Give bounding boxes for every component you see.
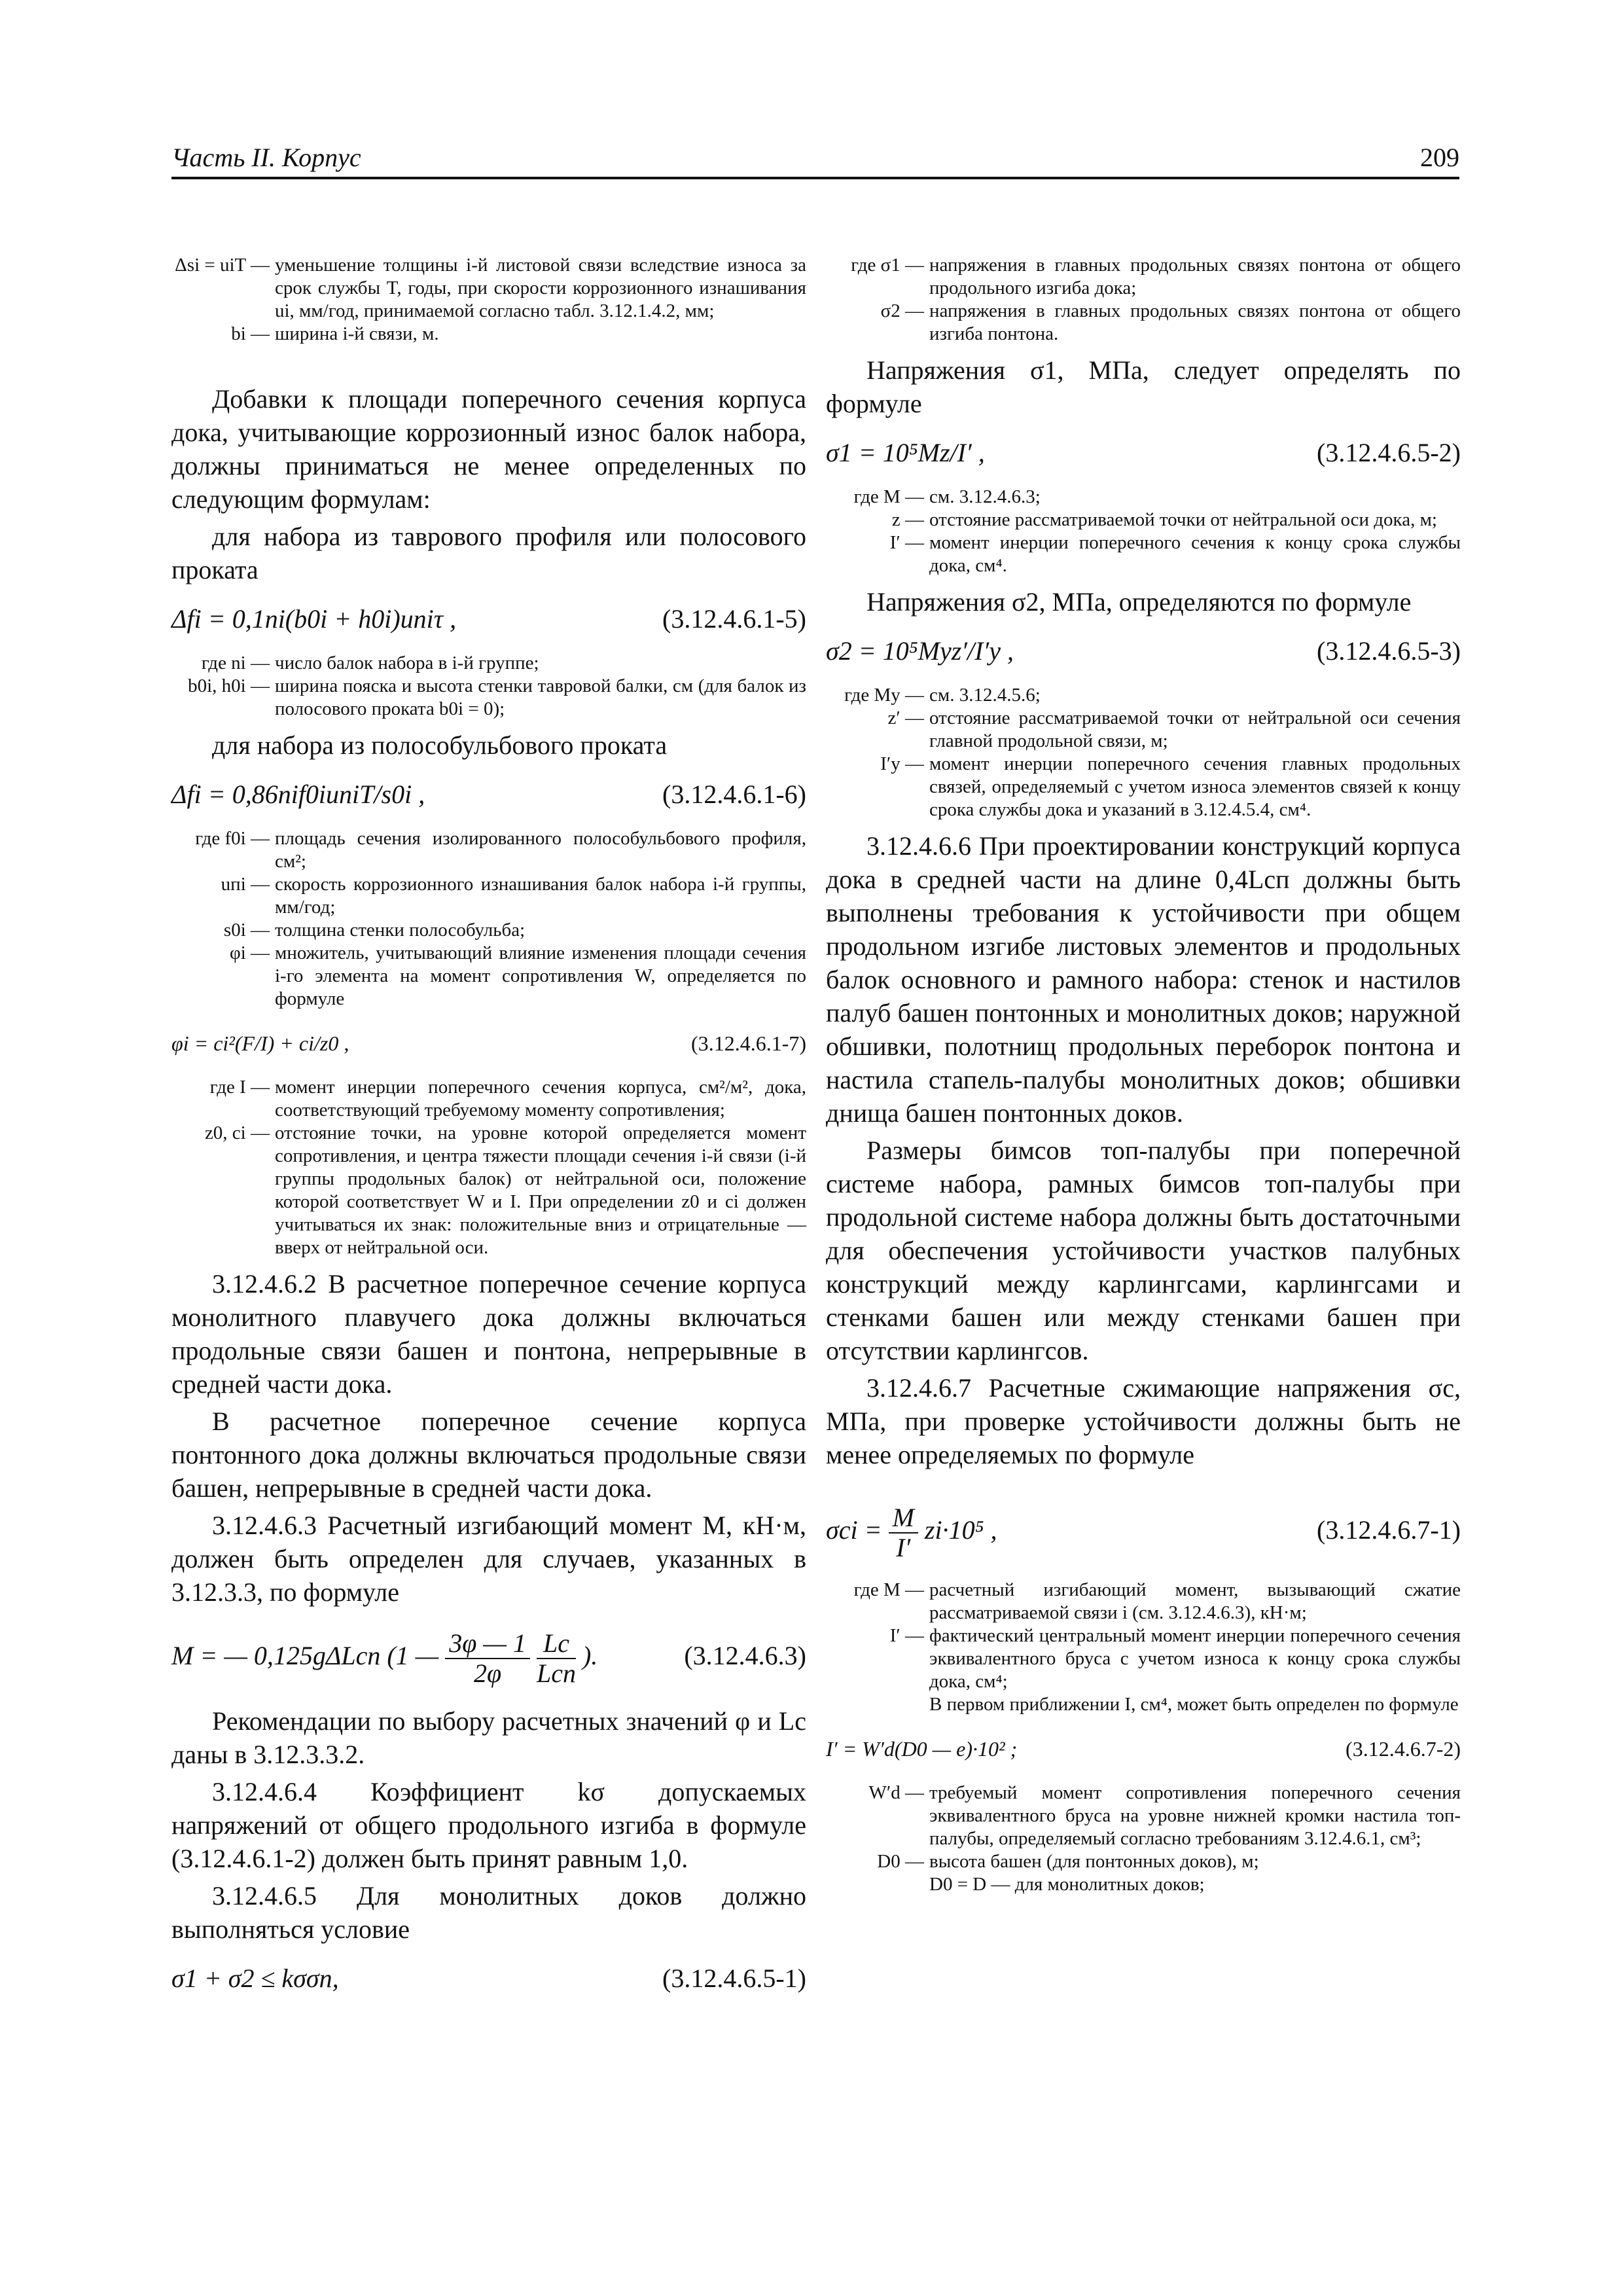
- formula-number: (3.12.4.6.5-1): [662, 1964, 806, 1993]
- where-symbol: где σ1 —: [851, 255, 924, 276]
- where-symbol: I′ —: [889, 1625, 924, 1646]
- where-symbol: где I —: [209, 1077, 270, 1098]
- formula-expression: Δfi = 0,1ni(b0i + h0i)uпiτ ,: [171, 604, 457, 634]
- where-item: [826, 509, 1461, 531]
- where-item: [171, 1122, 806, 1259]
- where-symbol: s0i —: [223, 920, 270, 941]
- where-text: момент инерции поперечного сечения к концу срока службы дока, см⁴.: [929, 532, 1461, 576]
- where-text: отстояние точки, на уровне которой определяется момент сопротивления, и центра тяжести площади сечения i-й связи (i-й группы продольных балок) от нейтральной оси, положение которой соответствует W и I. При определении z0 и ci должен учитываться их знак: положительные вниз и отрицательные — вверх от нейтральной оси.: [275, 1122, 806, 1258]
- where-symbol: Δsi = uiT —: [175, 255, 270, 276]
- where-symbol: σ2 —: [880, 300, 924, 321]
- where-item: [826, 254, 1461, 300]
- formula-expression: [826, 1498, 997, 1563]
- where-symbol: z′ —: [887, 708, 924, 728]
- paragraph: 3.12.4.6.2 В расчетное поперечное сечение корпуса монолитного плавучего дока должны включаться продольные связи башен и понтона, непрерывные в средней части дока.: [171, 1269, 806, 1399]
- where-text: D0 = D — для монолитных доков;: [929, 1874, 1205, 1895]
- where-symbol: W′d —: [868, 1782, 924, 1803]
- formula: [826, 1498, 1461, 1570]
- where-text: ширина пояска и высота стенки тавровой балки, см (для балок из полосового проката b0i = 0);: [275, 675, 806, 719]
- formula: [171, 1623, 806, 1695]
- fraction: [445, 1629, 530, 1688]
- where-text: множитель, учитывающий влияние изменения площади сечения i-го элемента на момент сопротивления W, определяется по формуле: [275, 942, 806, 1009]
- where-symbol: где ni —: [201, 653, 270, 673]
- where-item: [171, 675, 806, 721]
- formula-number: (3.12.4.6.3): [684, 1641, 806, 1670]
- where-symbol: z0, ci —: [204, 1122, 270, 1143]
- formula: [826, 1731, 1461, 1772]
- formula-number: (3.12.4.6.5-3): [1317, 636, 1461, 666]
- formula-part: σci =: [826, 1515, 882, 1545]
- where-text: отстояние рассматриваемой точки от нейтральной оси сечения главной продольной связи, м;: [929, 708, 1461, 751]
- where-text: ширина i-й связи, м.: [275, 323, 439, 344]
- formula-number: (3.12.4.6.7-2): [1346, 1737, 1461, 1761]
- fraction: [537, 1629, 576, 1688]
- where-item: [826, 707, 1461, 753]
- formula-expression: σ2 = 10⁵Myz′/I′y ,: [826, 636, 1014, 666]
- where-list: [826, 486, 1461, 577]
- where-item: [826, 531, 1461, 577]
- where-item: [171, 254, 806, 323]
- where-item: [826, 1873, 1461, 1896]
- paragraph: 3.12.4.6.5 Для монолитных доков должно выполняться условие: [171, 1881, 806, 1944]
- formula-expression: I′ = W′d(D0 — e)·10² ;: [826, 1737, 1018, 1761]
- paragraph: Добавки к площади поперечного сечения корпуса дока, учитывающие коррозионный износ балок набора, должны приниматься не менее определенных по следующим формулам:: [171, 384, 806, 514]
- fraction-denominator: I′: [896, 1532, 911, 1562]
- header-rule: [171, 177, 1459, 179]
- where-text: напряжения в главных продольных связях понтона от общего продольного изгиба дока;: [929, 255, 1461, 298]
- paragraph: Размеры бимсов топ-палубы при поперечной системе набора, рамных бимсов топ-палубы при продольной системе набора должны быть достаточными для обеспечения устойчивости участков палубных конструкций между карлингсами, карлингсами и стенками башен или между стенками башен при отсутствии карлингсов.: [826, 1136, 1461, 1365]
- formula-expression: Δfi = 0,86nif0iuпiT/s0i ,: [171, 780, 425, 809]
- where-symbol: uпi —: [221, 874, 270, 895]
- formula: [826, 633, 1461, 675]
- paragraph: 3.12.4.6.6 При проектировании конструкций корпуса дока в средней части на длине 0,4Lсп должны быть выполнены требования к устойчивости при общем продольном изгибе листовых элементов и продольных балок основного и рамного набора: стенок и настилов палуб башен понтонных и монолитных доков; наружной обшивки, полотнищ продольных переборок понтона и настила стапель-палубы монолитных доков; обшивки днища башен понтонных доков.: [826, 831, 1461, 1128]
- formula: [171, 1025, 806, 1067]
- where-text: В первом приближении I, см⁴, может быть определен по формуле: [929, 1694, 1459, 1715]
- where-symbol: z —: [891, 509, 924, 530]
- where-text: отстояние рассматриваемой точки от нейтральной оси дока, м;: [929, 509, 1437, 530]
- where-item: [826, 300, 1461, 346]
- where-text: площадь сечения изолированного полособульбового профиля, см²;: [275, 828, 806, 872]
- page-header: [171, 139, 1459, 179]
- where-text: напряжения в главных продольных связях понтона от общего изгиба понтона.: [929, 300, 1461, 344]
- fraction-numerator: M: [889, 1503, 918, 1534]
- where-list: [826, 1579, 1461, 1716]
- where-item: [171, 652, 806, 675]
- formula-number: (3.12.4.6.1-5): [662, 604, 806, 634]
- where-list: [171, 827, 806, 1011]
- where-item: [171, 942, 806, 1011]
- paragraph: Напряжения σ2, МПа, определяются по формуле: [866, 587, 1412, 617]
- formula-expression: [171, 1623, 597, 1689]
- right-column: [826, 249, 1461, 1904]
- paragraph: Напряжения σ1, МПа, следует определять по формуле: [826, 355, 1461, 418]
- where-list: [826, 254, 1461, 346]
- page-number: 209: [1420, 143, 1459, 172]
- where-text: расчетный изгибающий момент, вызывающий сжатие рассматриваемой связи i (см. 3.12.4.6.3), кН·м;: [929, 1579, 1461, 1623]
- paragraph: 3.12.4.6.7 Расчетные сжимающие напряжения σc, МПа, при проверке устойчивости должны быть не менее определяемых по формуле: [826, 1373, 1461, 1469]
- where-text: толщина стенки полособульба;: [275, 920, 526, 941]
- fraction-numerator: 3φ — 1: [445, 1629, 530, 1659]
- where-item: [826, 1782, 1461, 1850]
- formula-expression: φi = ci²(F/I) + ci/z0 ,: [171, 1031, 349, 1055]
- formula-number: (3.12.4.6.5-2): [1317, 438, 1461, 467]
- where-item: [826, 684, 1461, 707]
- formula-part: M = — 0,125gΔLсп (1 —: [171, 1641, 439, 1670]
- where-text: фактический центральный момент инерции поперечного сечения эквивалентного бруса с учетом износа к концу срока службы дока, см⁴;: [929, 1625, 1461, 1692]
- fraction-numerator: Lс: [537, 1629, 576, 1659]
- paragraph: Рекомендации по выбору расчетных значений φ и Lс даны в 3.12.3.3.2.: [171, 1706, 806, 1769]
- where-symbol: bi —: [231, 323, 270, 344]
- where-list: [826, 684, 1461, 821]
- paragraph: 3.12.4.6.4 Коэффициент kσ допускаемых напряжений от общего продольного изгиба в формуле (3.12.4.6.1-2) должен быть принят равным 1,0.: [171, 1777, 806, 1873]
- where-item: [171, 323, 806, 346]
- where-item: [171, 827, 806, 873]
- paragraph: для набора из полособульбового проката: [212, 730, 668, 760]
- where-list: [826, 1782, 1461, 1896]
- formula-number: (3.12.4.6.1-7): [691, 1031, 806, 1055]
- paragraph: В расчетное поперечное сечение корпуса понтонного дока должны включаться продольные связи башен, непрерывные в средней части дока.: [171, 1407, 806, 1503]
- formula: [171, 776, 806, 818]
- where-symbol: I′ —: [889, 532, 924, 553]
- formula: [171, 1960, 806, 2002]
- where-symbol: где M —: [853, 1579, 924, 1600]
- where-symbol: где f0i —: [195, 828, 270, 849]
- formula: [171, 601, 806, 643]
- where-item: [826, 1624, 1461, 1693]
- formula-part: ).: [582, 1641, 598, 1670]
- paragraph: для набора из таврового профиля или полосового проката: [171, 522, 806, 584]
- formula-expression: σ1 + σ2 ≤ kσσn,: [171, 1964, 339, 1993]
- where-item: [826, 486, 1461, 509]
- where-symbol: D0 —: [877, 1851, 924, 1872]
- where-symbol: φi —: [229, 942, 270, 963]
- running-title: Часть II. Корпус: [171, 143, 361, 172]
- where-symbol: где M —: [853, 486, 924, 507]
- where-symbol: где My —: [844, 685, 924, 706]
- fraction-denominator: 2φ: [474, 1658, 502, 1688]
- left-column: [171, 249, 806, 2011]
- where-item: [826, 1693, 1461, 1716]
- where-text: число балок набора в i-й группе;: [275, 653, 539, 673]
- where-symbol: I′y —: [880, 753, 924, 774]
- where-list: [171, 1076, 806, 1259]
- where-item: [171, 873, 806, 919]
- where-text: скорость коррозионного изнашивания балок набора i-й группы, мм/год;: [275, 874, 806, 918]
- where-list: [171, 254, 806, 346]
- where-text: требуемый момент сопротивления поперечного сечения эквивалентного бруса на уровне нижней кромки настила топ-палубы, определяемый согласно требованиям 3.12.4.6.1, см³;: [929, 1782, 1461, 1849]
- formula: [826, 435, 1461, 476]
- fraction-denominator: Lсп: [536, 1658, 576, 1688]
- where-item: [171, 919, 806, 942]
- formula-number: (3.12.4.6.1-6): [662, 780, 806, 809]
- where-item: [826, 1850, 1461, 1873]
- paragraph: 3.12.4.6.3 Расчетный изгибающий момент M, кН·м, должен быть определен для случаев, указанных в 3.12.3.3, по формуле: [171, 1511, 806, 1607]
- where-text: момент инерции поперечного сечения корпуса, см²/м², дока, соответствующий требуемому моменту сопротивления;: [275, 1077, 806, 1121]
- where-item: [171, 1076, 806, 1122]
- where-item: [826, 1579, 1461, 1624]
- where-list: [171, 652, 806, 721]
- formula-part: zi·10⁵ ,: [924, 1515, 997, 1545]
- formula-expression: σ1 = 10⁵Mz/I′ ,: [826, 438, 985, 467]
- where-text: см. 3.12.4.6.3;: [929, 486, 1041, 507]
- where-text: см. 3.12.4.5.6;: [929, 685, 1041, 706]
- where-symbol: b0i, h0i —: [188, 675, 270, 696]
- formula-number: (3.12.4.6.7-1): [1317, 1515, 1461, 1545]
- where-text: момент инерции поперечного сечения главных продольных связей, определяемый с учетом износа элементов связей к концу срока службы дока и указаний в 3.12.4.5.4, см⁴.: [929, 753, 1461, 820]
- fraction: [889, 1503, 918, 1562]
- where-item: [826, 753, 1461, 821]
- where-text: высота башен (для понтонных доков), м;: [929, 1851, 1259, 1872]
- where-text: уменьшение толщины i-й листовой связи вследствие износа за срок службы T, годы, при скорости коррозионного изнашивания ui, мм/год, принимаемой согласно табл. 3.12.1.4.2, мм;: [275, 255, 806, 321]
